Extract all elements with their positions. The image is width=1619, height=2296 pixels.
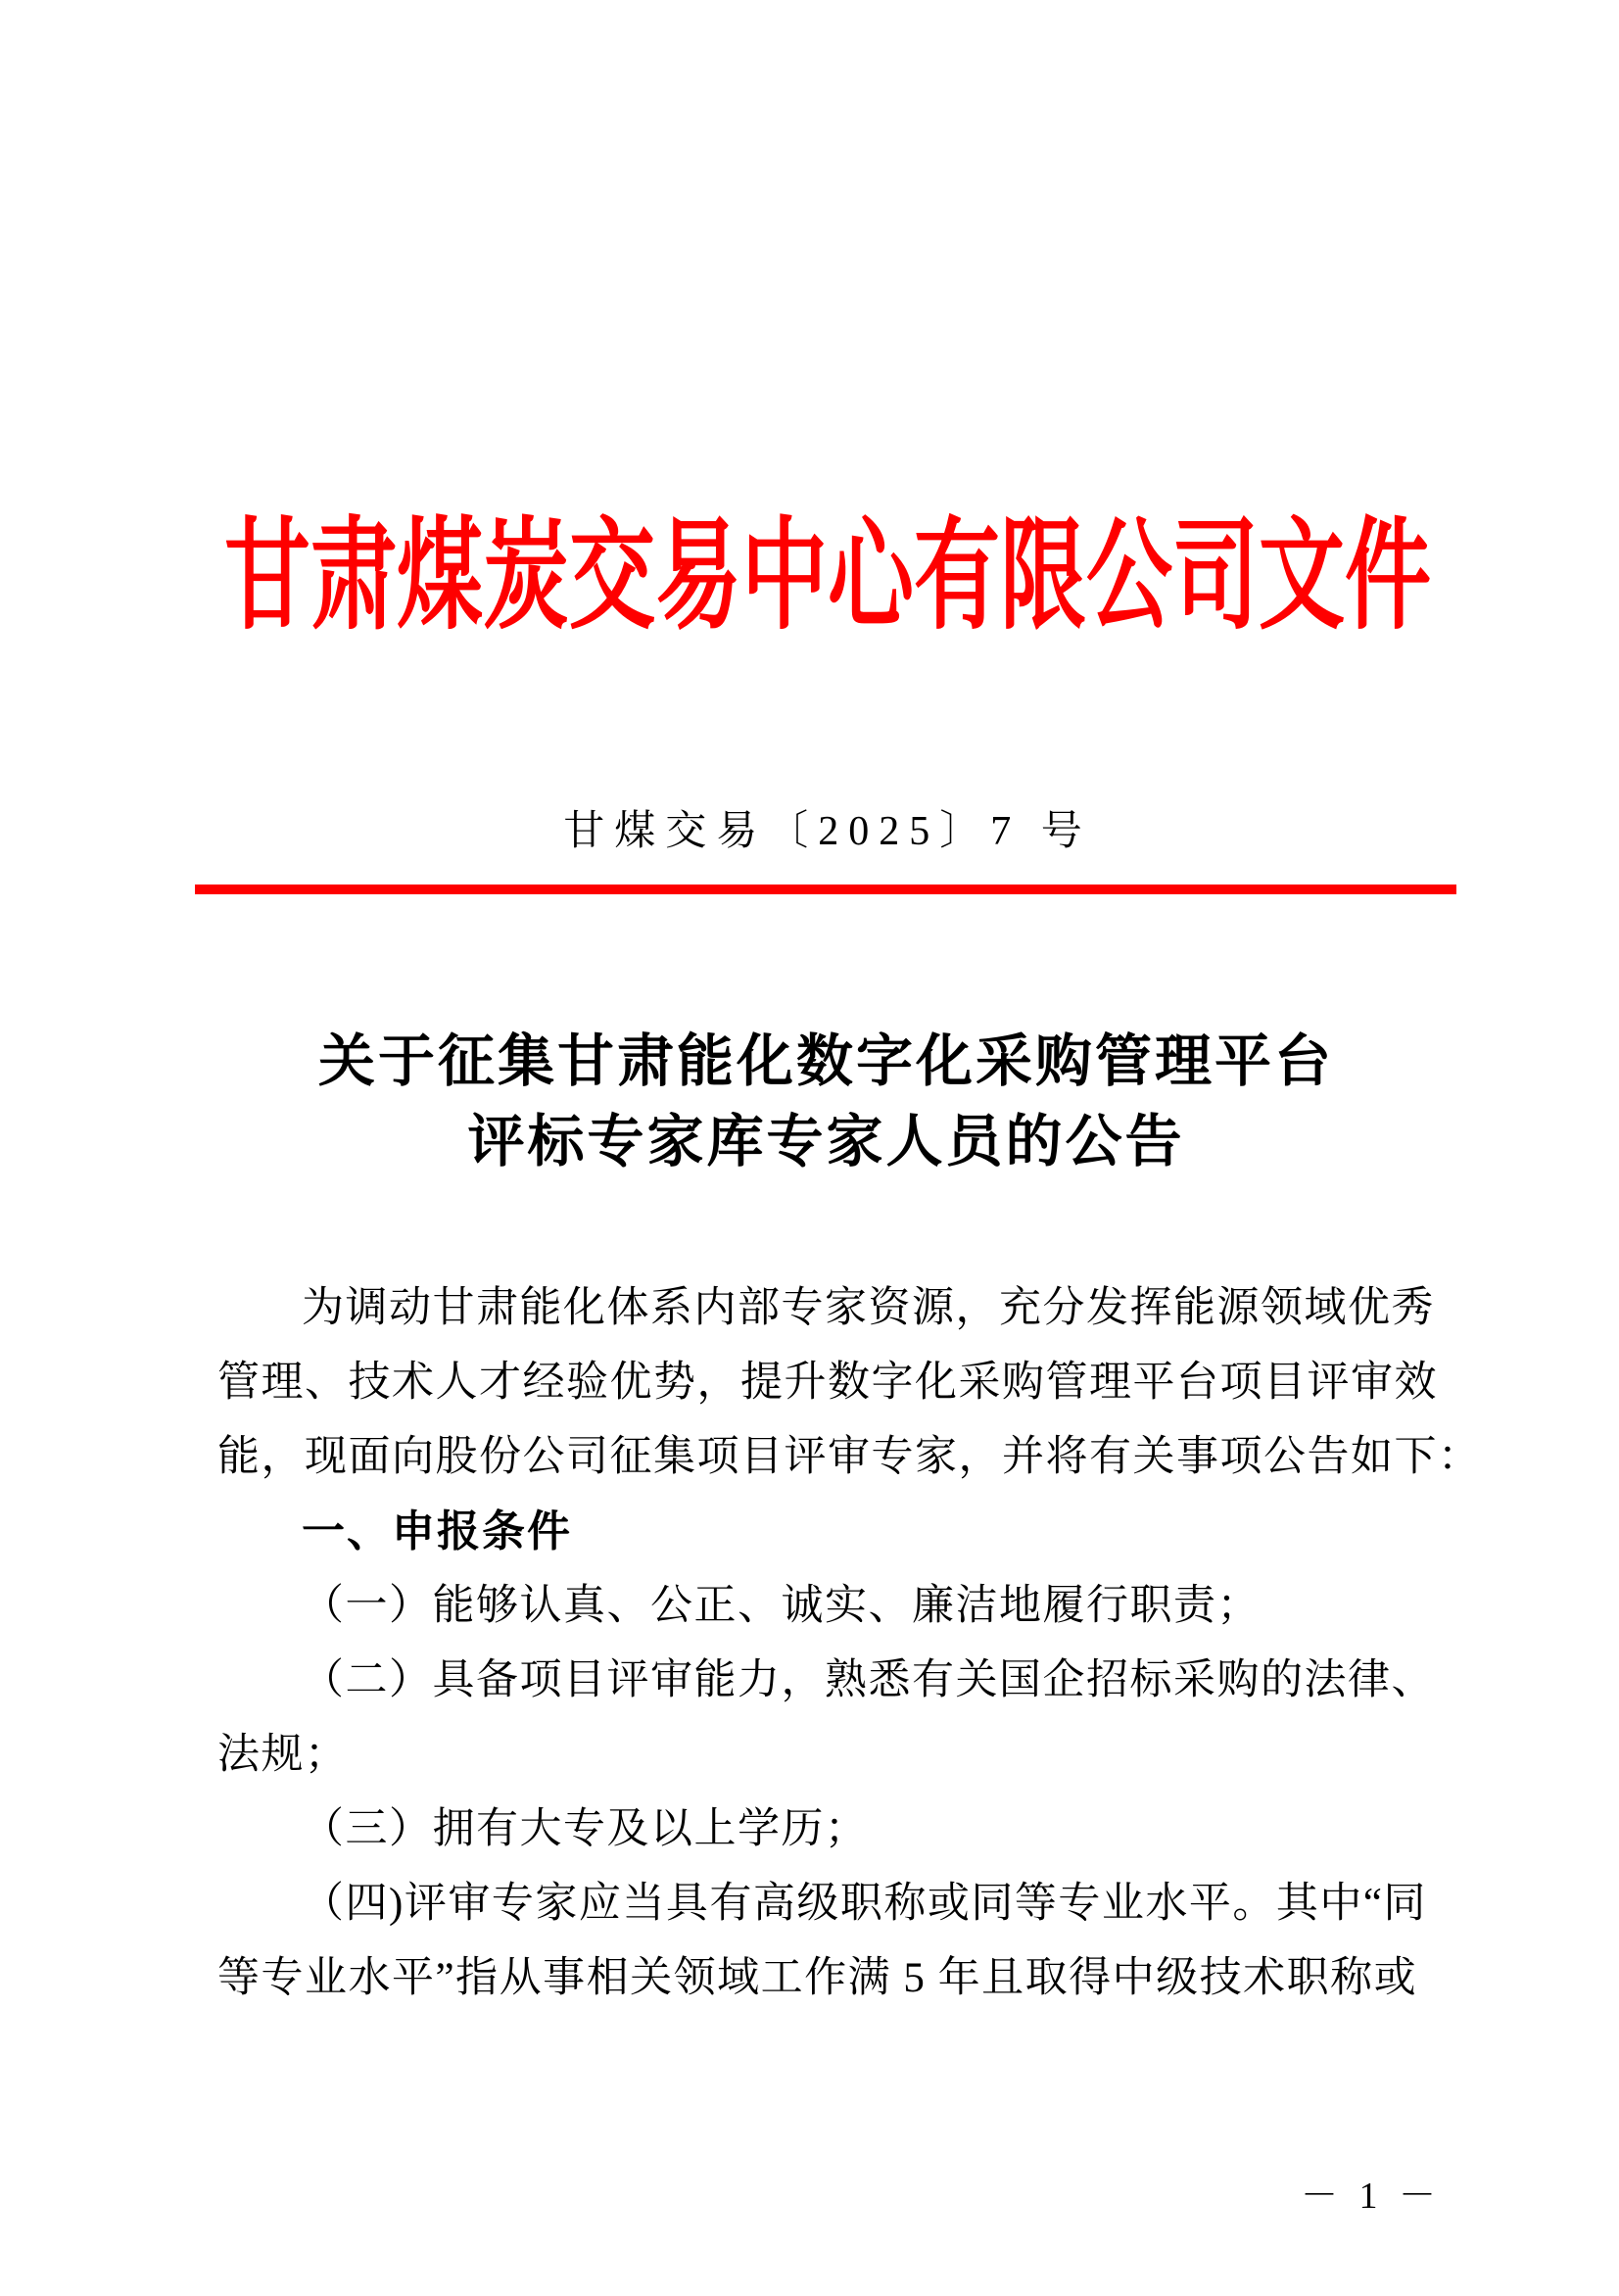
document-title-line2: 评标专家库专家人员的公告 [467, 1110, 1185, 1173]
body-line: （一）能够认真、公正、诚实、廉洁地履行职责； [302, 1583, 1261, 1629]
body-line: 为调动甘肃能化体系内部专家资源，充分发挥能源领域优秀 [302, 1285, 1435, 1331]
body-line: 能，现面向股份公司征集项目评审专家，并将有关事项公告如下： [217, 1434, 1482, 1480]
section-heading: 一、申报条件 [302, 1507, 572, 1555]
document-title [217, 1022, 1435, 1182]
body-line: （二）具备项目评审能力，熟悉有关国企招标采购的法律、 [302, 1657, 1435, 1703]
red-divider-rule [195, 885, 1456, 894]
body-line: （三）拥有大专及以上学历； [302, 1806, 869, 1852]
letterhead-title: 甘肃煤炭交易中心有限公司文件 [223, 511, 1431, 646]
page-number: － 1 － [1300, 2176, 1442, 2217]
document-title-line1: 关于征集甘肃能化数字化采购管理平台 [317, 1029, 1334, 1093]
body-line: 等专业水平”指从事相关领域工作满 5 年且取得中级技术职称或 [217, 1955, 1418, 2001]
body-line: 管理、技术人才经验优势，提升数字化采购管理平台项目评审效 [217, 1360, 1438, 1406]
body-line: （四)评审专家应当具有高级职称或同等专业水平。其中“同 [302, 1881, 1427, 1927]
document-body [217, 1271, 1482, 2016]
document-number: 甘煤交易〔2025〕7 号 [563, 809, 1092, 854]
body-line: 法规； [217, 1732, 349, 1778]
